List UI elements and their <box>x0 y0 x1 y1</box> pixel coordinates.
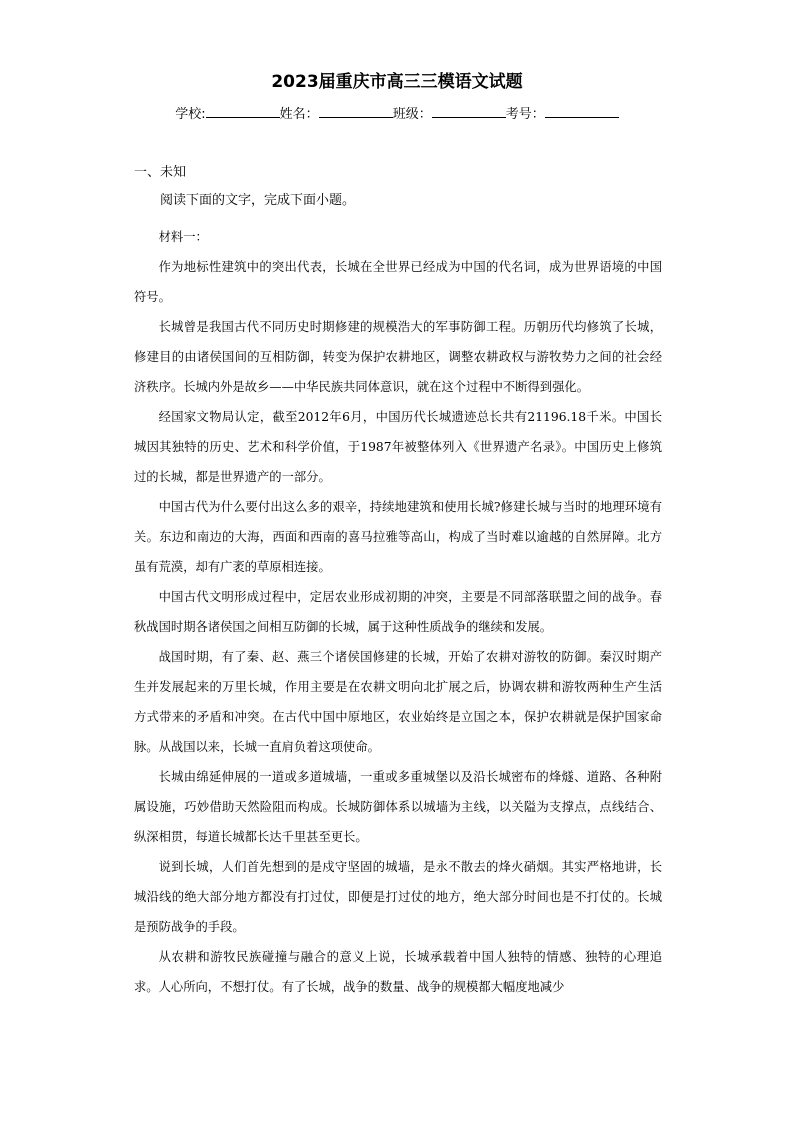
passage-paragraph: 中国古代为什么要付出这么多的艰辛，持续地建筑和使用长城?修建长城与当时的地理环境有关。东边和南边的大海，西面和西南的喜马拉雅等高山，构成了当时难以逾越的自然屏障。北方虽有荒漠，却有广袤的草原相连接。 <box>134 500 662 574</box>
school-blank <box>206 102 280 118</box>
reading-instruction: 阅读下面的文字，完成下面小题。 <box>160 193 356 208</box>
school-label: 学校: <box>175 107 206 122</box>
student-info-line <box>0 102 794 125</box>
passage-paragraph: 作为地标性建筑中的突出代表，长城在全世界已经成为中国的代名词，成为世界语境的中国符号。 <box>134 260 662 304</box>
name-blank <box>319 102 393 118</box>
passage-paragraph: 材料一： <box>158 230 208 244</box>
section-heading: 一、未知 <box>134 165 187 180</box>
exam-no-blank <box>545 102 619 118</box>
exam-no-label: 考号： <box>505 107 545 122</box>
reading-passage <box>134 222 662 1002</box>
name-label: 姓名： <box>279 107 319 122</box>
passage-paragraph: 经国家文物局认定，截至2012年6月，中国历代长城遗迹总长共有21196.18千米。中国长城因其独特的历史、艺术和科学价值，于1987年被整体列入《世界遗产名录》。中国历史上修筑过的长城，都是世界遗产的一部分。 <box>134 410 662 484</box>
passage-paragraph: 战国时期，有了秦、赵、燕三个诸侯国修建的长城，开始了农耕对游牧的防御。秦汉时期产生并发展起来的万里长城，作用主要是在农耕文明向北扩展之后，协调农耕和游牧两种生产生活方式带来的矛盾和冲突。在古代中国中原地区，农业始终是立国之本，保护农耕就是保护国家命脉。从战国以来，长城一直肩负着这项使命。 <box>134 650 662 754</box>
passage-paragraph: 长城曾是我国古代不同历史时期修建的规模浩大的军事防御工程。历朝历代均修筑了长城，修建目的由诸侯国间的互相防御，转变为保护农耕地区，调整农耕政权与游牧势力之间的社会经济秩序。长城内外是故乡——中华民族共同体意识，就在这个过程中不断得到强化。 <box>134 320 662 394</box>
passage-paragraph: 说到长城，人们首先想到的是戍守坚固的城墙，是永不散去的烽火硝烟。其实严格地讲，长城沿线的绝大部分地方都没有打过仗，即便是打过仗的地方，绝大部分时间也是不打仗的。长城是预防战争的手段。 <box>134 860 662 934</box>
passage-paragraph: 长城由绵延伸展的一道或多道城墙，一重或多重城堡以及沿长城密布的烽燧、道路、各种附属设施，巧妙借助天然险阻而构成。长城防御体系以城墙为主线，以关隘为支撑点，点线结合、纵深相贯，每道长城都长达千里甚至更长。 <box>134 770 662 844</box>
passage-paragraph: 中国古代文明形成过程中，定居农业形成初期的冲突，主要是不同部落联盟之间的战争。春秋战国时期各诸侯国之间相互防御的长城，属于这种性质战争的继续和发展。 <box>134 590 662 634</box>
class-blank <box>432 102 506 118</box>
passage-paragraph: 从农耕和游牧民族碰撞与融合的意义上说，长城承载着中国人独特的情感、独特的心理追求。人心所向，不想打仗。有了长城，战争的数量、战争的规模都大幅度地减少 <box>134 950 662 994</box>
page-title: 2023届重庆市高三三模语文试题 <box>271 72 523 92</box>
class-label: 班级： <box>392 107 432 122</box>
